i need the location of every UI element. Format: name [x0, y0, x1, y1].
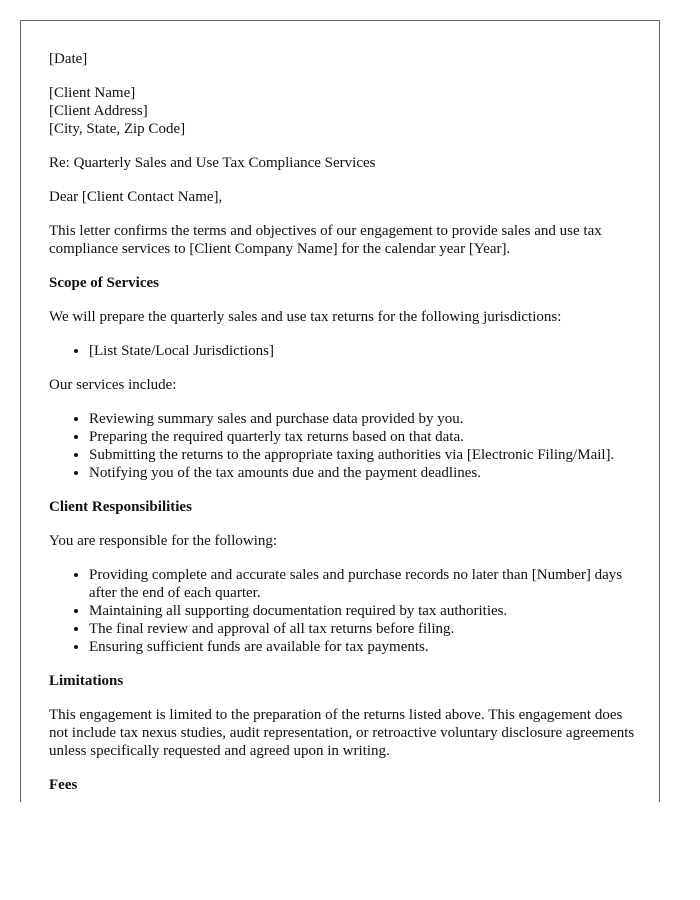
letter-page [20, 20, 660, 802]
intro-paragraph: This letter confirms the terms and objectives of our engagement to provide sales and use tax compliance services to [Client Company Name] for the calendar year [Year]. [49, 223, 602, 257]
recipient-address: [Client Address] [49, 103, 148, 119]
recipient-address-block [49, 84, 639, 138]
list-item: • [List State/Local Jurisdictions] [89, 342, 639, 360]
salutation: Dear [Client Contact Name], [49, 189, 223, 205]
list-item: • Preparing the required quarterly tax returns based on that data. [89, 428, 639, 446]
fees-heading: Fees [49, 777, 78, 793]
responsibilities-list [49, 566, 639, 656]
list-item: • Submitting the returns to the appropriate taxing authorities via [Electronic Filing/Mail]. [89, 446, 639, 464]
list-item: • Reviewing summary sales and purchase data provided by you. [89, 410, 639, 428]
client-responsibilities-heading: Client Responsibilities [49, 499, 192, 515]
services-list [49, 410, 639, 482]
list-item: • Ensuring sufficient funds are available for tax payments. [89, 638, 639, 656]
jurisdictions-list [49, 342, 639, 360]
list-item: • Maintaining all supporting documentation required by tax authorities. [89, 602, 639, 620]
limitations-heading: Limitations [49, 673, 124, 689]
services-intro: Our services include: [49, 377, 177, 393]
letter-body [49, 50, 639, 802]
list-item: • The final review and approval of all tax returns before filing. [89, 620, 639, 638]
scope-heading: Scope of Services [49, 275, 159, 291]
recipient-name: [Client Name] [49, 85, 136, 101]
letter-date: [Date] [49, 51, 88, 67]
responsibilities-intro: You are responsible for the following: [49, 533, 278, 549]
jurisdictions-intro: We will prepare the quarterly sales and use tax returns for the following jurisdictions: [49, 309, 562, 325]
list-item: • Notifying you of the tax amounts due and the payment deadlines. [89, 464, 639, 482]
letter-subject: Re: Quarterly Sales and Use Tax Compliance Services [49, 155, 376, 171]
limitations-paragraph: This engagement is limited to the preparation of the returns listed above. This engagement does not include tax nexus studies, audit representation, or retroactive voluntary disclosure agreements unless specifically requested and agreed upon in writing. [49, 707, 635, 759]
recipient-city-state-zip: [City, State, Zip Code] [49, 121, 186, 137]
list-item: • Providing complete and accurate sales and purchase records no later than [Number] days after the end of each quarter. [89, 566, 639, 602]
